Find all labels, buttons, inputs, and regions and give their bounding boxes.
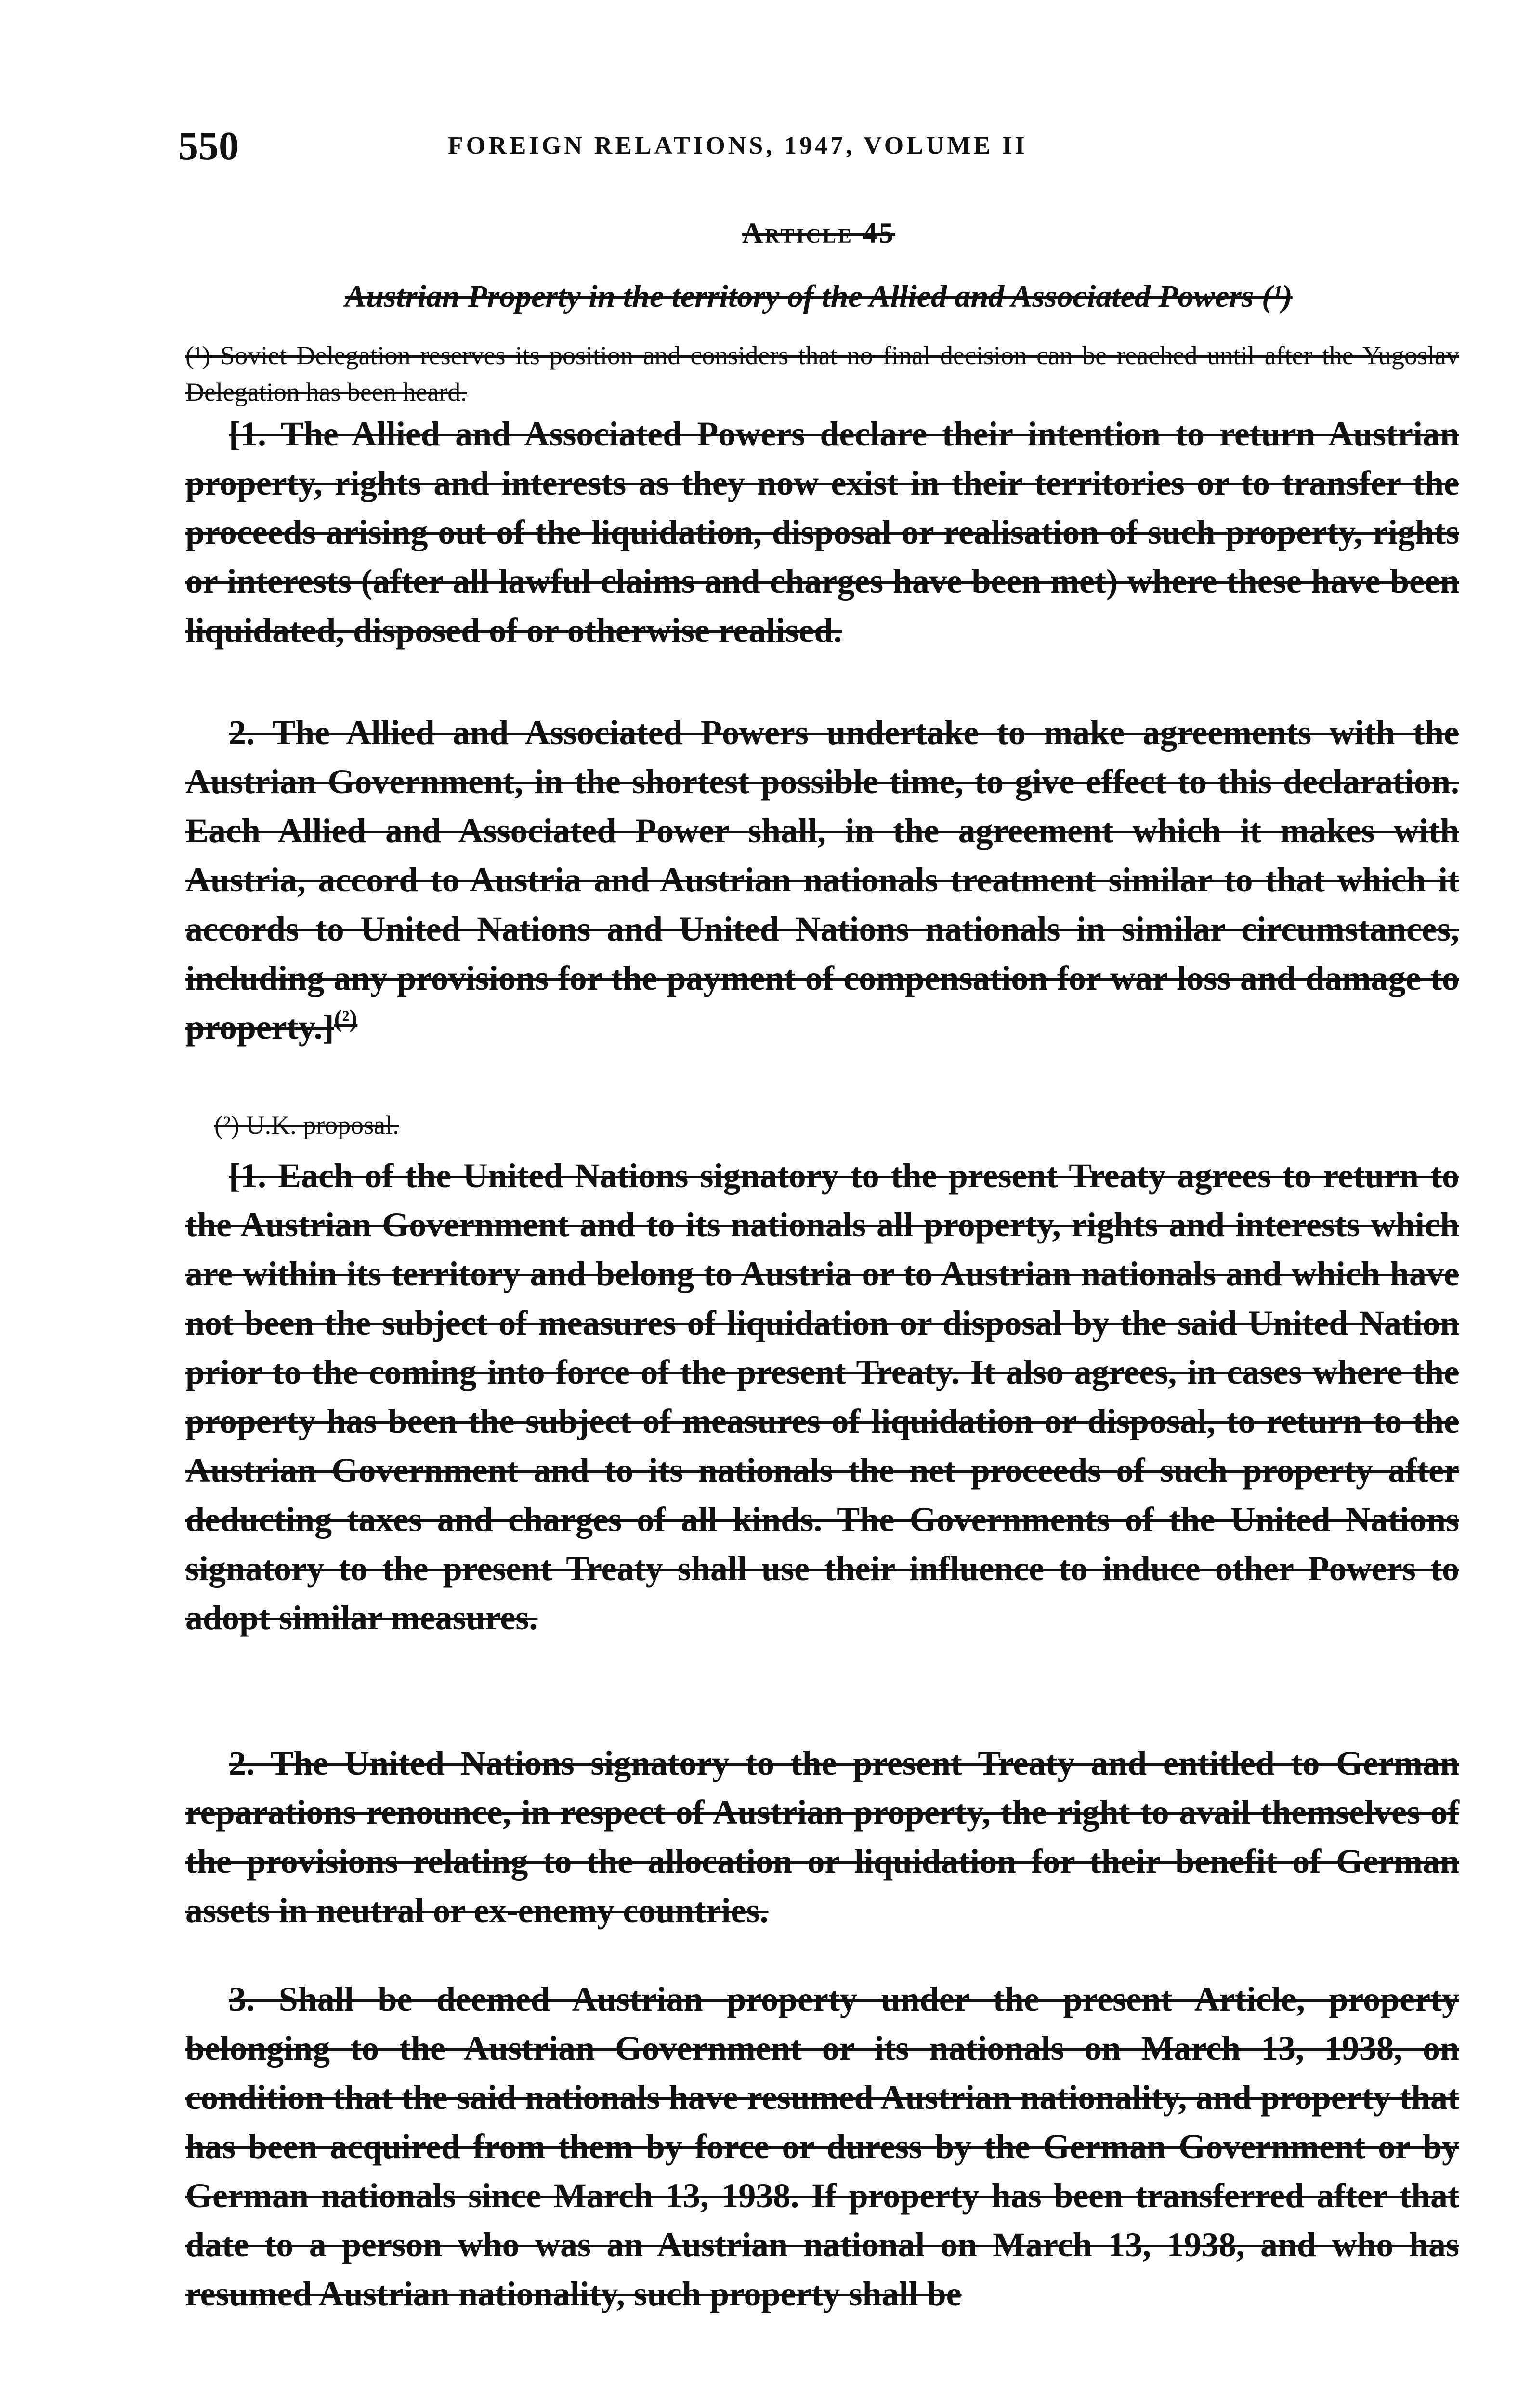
- paragraph-allied-agreements-text: 2. The Allied and Associated Powers undertake to make agreements with the Austrian Government, in the shortest possible time, to give effect to this declaration. Each Allied and Associated Power shall, in the agreement which it makes with Austria, accord to Austria and Austrian nationals treatment similar to that which it accords to United Nations and United Nations nationals in similar circumstances, including any provisions for the payment of compensation for war loss and damage to property.]: [185, 713, 1459, 1047]
- paragraph-german-reparations: 2. The United Nations signatory to the present Treaty and entitled to German reparations renounce, in respect of Austrian property, the right to avail themselves of the provisions relating to the allocation or liquidation for their benefit of German assets in neutral or ex-enemy countries.: [185, 1744, 1459, 1930]
- paragraph-deemed-austrian-property: 3. Shall be deemed Austrian property under the present Article, property belonging to the Austrian Government or its nationals on March 13, 1938, on condition that the said nationals have resumed Austrian nationality, and property that has been acquired from them by force or duress by the German Government or by German nationals since March 13, 1938. If property has been transferred after that date to a person who was an Austrian national on March 13, 1938, and who has resumed Austrian nationality, such property shall be: [185, 1980, 1459, 2313]
- article-title: Austrian Property in the territory of the Allied and Associated Powers (¹): [345, 279, 1293, 314]
- article-heading: Article 45: [742, 217, 895, 249]
- footnote-uk-proposal: (²) U.K. proposal.: [214, 1111, 399, 1139]
- page-number: 550: [178, 124, 239, 169]
- footnote-reference-2: (²): [334, 1005, 358, 1032]
- paragraph-allied-declaration: [1. The Allied and Associated Powers declare their intention to return Austrian property, rights and interests as they now exist in their territories or to transfer the proceeds arising out of the liquidation, disposal or realisation of such property, rights or interests (after all lawful claims and charges have been met) where these have been liquidated, disposed of or otherwise realised.: [185, 415, 1459, 650]
- paragraph-un-return-property: [1. Each of the United Nations signatory to the present Treaty agrees to return to the Austrian Government and to its nationals all property, rights and interests which are within its territory and belong to Austria or to Austrian nationals and which have not been the subject of measures of liquidation or disposal by the said United Nation prior to the coming into force of the present Treaty. It also agrees, in cases where the property has been the subject of measures of liquidation or disposal, to return to the Austrian Government and to its nationals the net proceeds of such property after deducting taxes and charges of all kinds. The Governments of the United Nations signatory to the present Treaty shall use their influence to induce other Powers to adopt similar measures.: [185, 1156, 1459, 1637]
- running-head: FOREIGN RELATIONS, 1947, VOLUME II: [448, 132, 1028, 159]
- page-header: [178, 123, 1344, 171]
- footnote-soviet-delegation: (¹) Soviet Delegation reserves its position and considers that no final decision can be reached until after the Yugoslav Delegation has been heard.: [185, 341, 1459, 406]
- paragraph-allied-agreements: [185, 708, 1459, 1052]
